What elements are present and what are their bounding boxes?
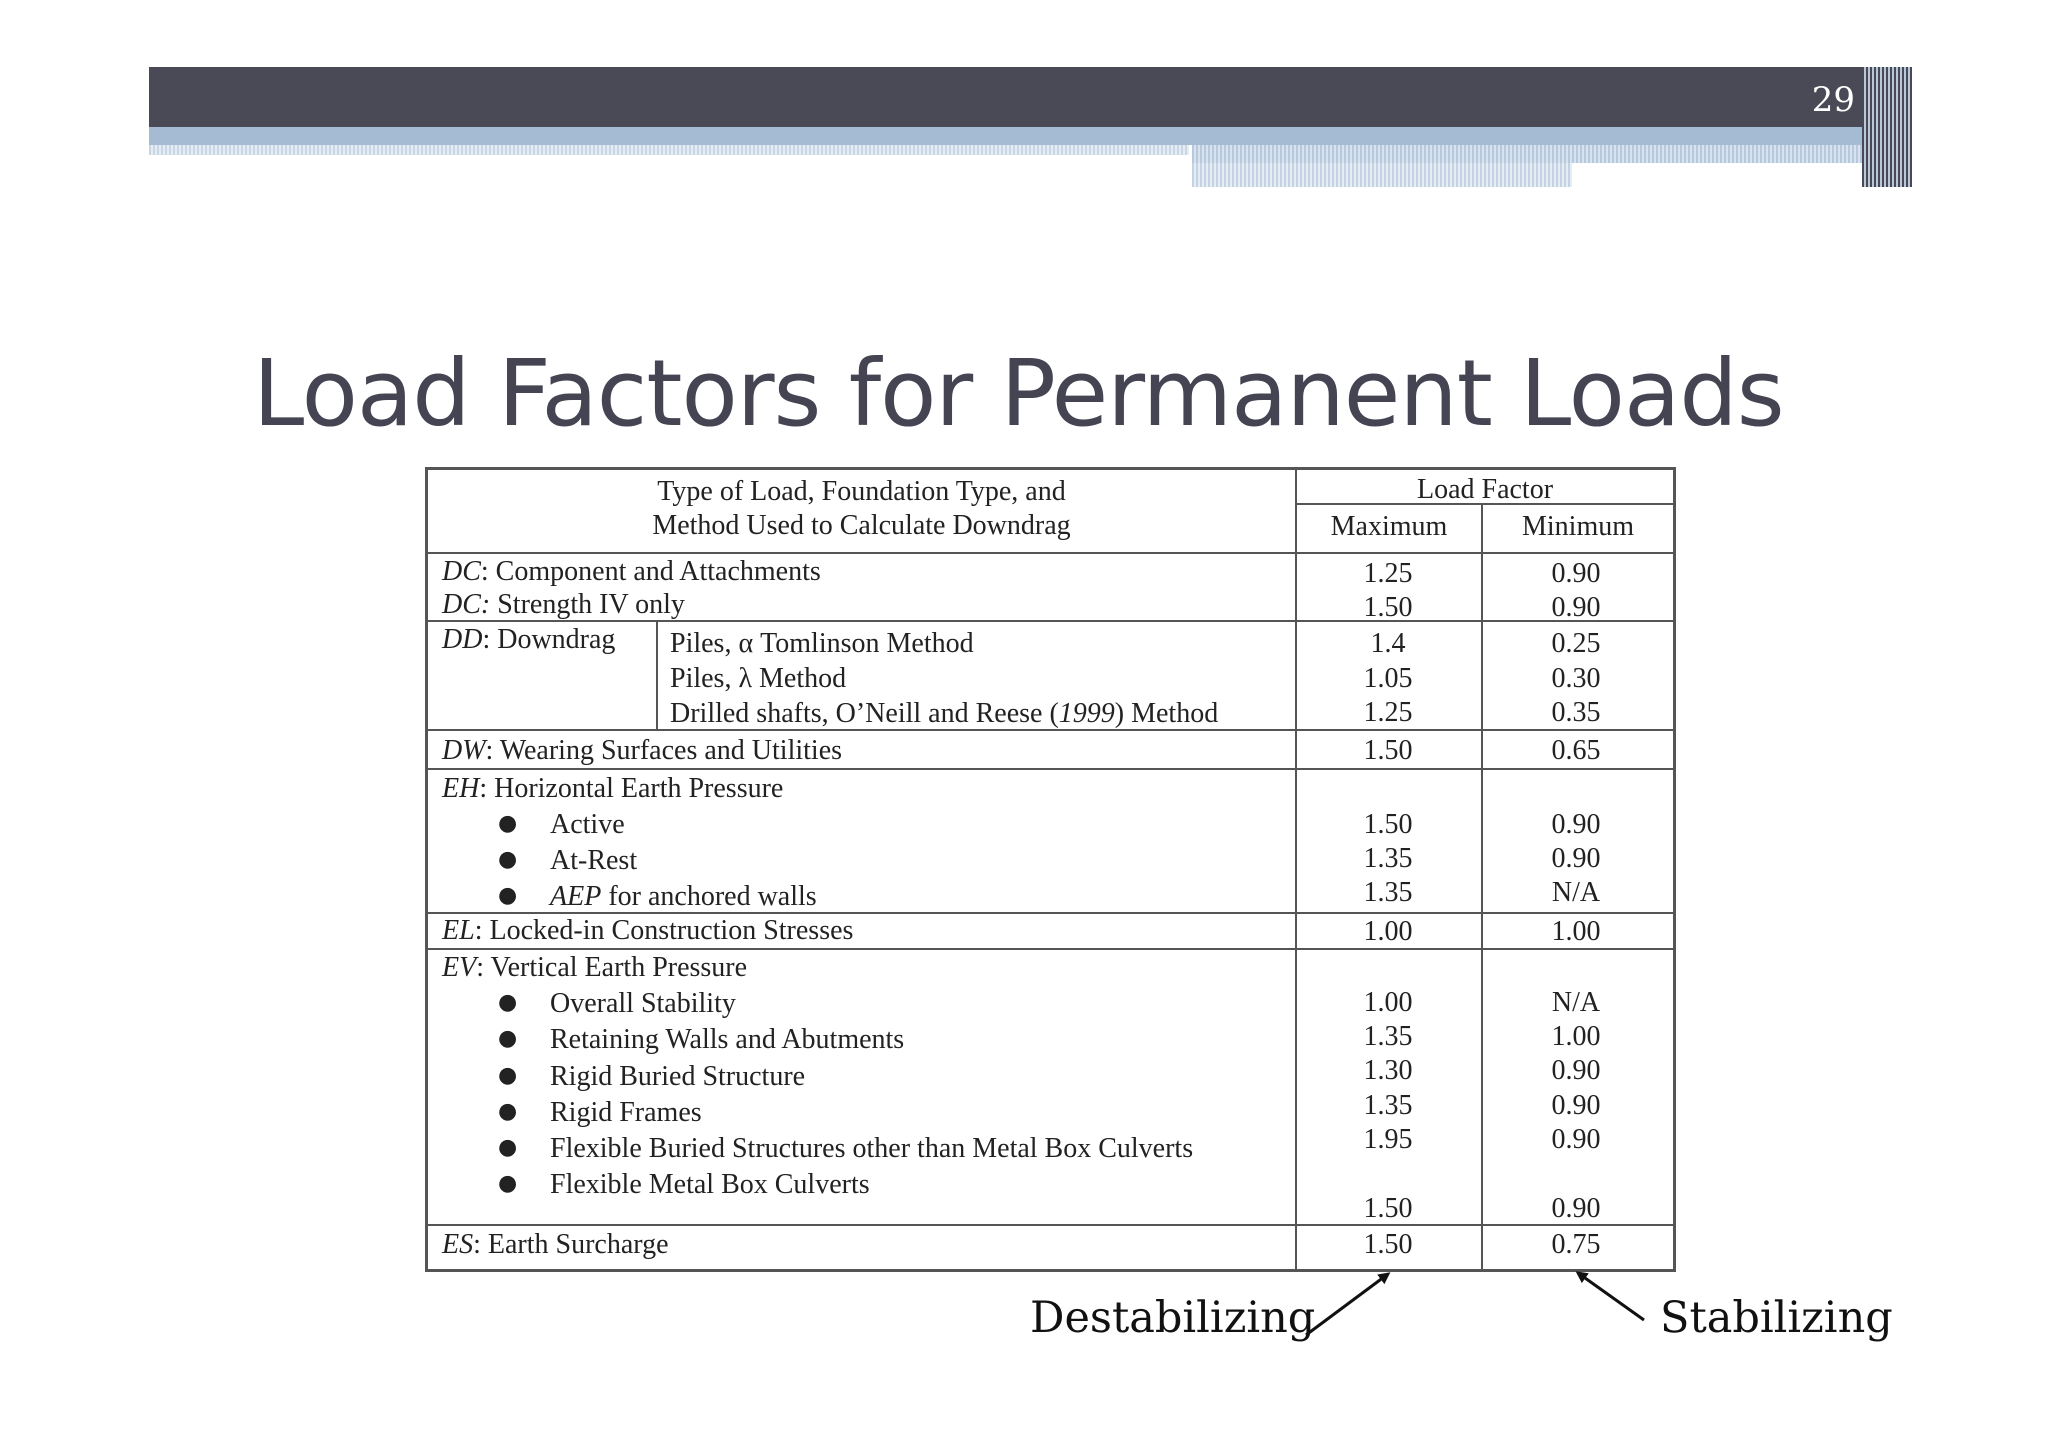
- row-dd-method2-label: Piles, λ Method: [670, 663, 847, 694]
- row-dd-method1-min: 0.25: [1551, 628, 1601, 659]
- row-ev-flexible-buried-min: 0.90: [1551, 1124, 1601, 1155]
- row-dd-label: DD: Downdrag: [442, 624, 616, 655]
- slide-title: Load Factors for Permanent Loads: [253, 340, 1784, 447]
- row-ev-rigid-buried-min: 0.90: [1551, 1055, 1601, 1086]
- row-ev-retaining-max: 1.35: [1363, 1021, 1413, 1052]
- bullet-icon: ●: [498, 1171, 518, 1196]
- bullet-icon: ●: [498, 1135, 518, 1160]
- row-ev-flexible-metal-label: Flexible Metal Box Culverts: [550, 1169, 870, 1200]
- row-ev-rigid-frames-min: 0.90: [1551, 1090, 1601, 1121]
- destabilizing-label: Destabilizing: [1030, 1293, 1316, 1343]
- row-el-min: 1.00: [1551, 916, 1601, 947]
- destabilizing-arrow: [1306, 1274, 1388, 1335]
- stabilizing-arrow: [1578, 1273, 1644, 1320]
- row-dw-max: 1.50: [1363, 735, 1413, 766]
- header-maximum: Maximum: [1330, 511, 1448, 542]
- bullet-icon: ●: [498, 1099, 518, 1124]
- row-es-max: 1.50: [1363, 1229, 1413, 1260]
- header-type-line1: Type of Load, Foundation Type, and: [657, 476, 1066, 507]
- row-ev-overall-min: N/A: [1551, 987, 1601, 1018]
- row-ev-overall-max: 1.00: [1363, 987, 1413, 1018]
- stabilizing-label: Stabilizing: [1660, 1293, 1893, 1343]
- bullet-icon: ●: [498, 1026, 518, 1051]
- row-ev-flexible-buried-max: 1.95: [1363, 1124, 1413, 1155]
- row-ev-flexible-metal-min: 0.90: [1551, 1193, 1601, 1224]
- row-dd-method3-label: Drilled shafts, O’Neill and Reese (1999) Method: [670, 698, 1219, 729]
- row-eh-aep-min: N/A: [1551, 877, 1601, 908]
- page-number: 29: [1811, 80, 1855, 120]
- row-dc-strength-label: DC: Strength IV only: [442, 589, 685, 620]
- row-ev-retaining-min: 1.00: [1551, 1021, 1601, 1052]
- bullet-icon: ●: [498, 883, 518, 908]
- row-eh-atrest-max: 1.35: [1363, 843, 1413, 874]
- row-es-min: 0.75: [1551, 1229, 1601, 1260]
- row-es-label: ES: Earth Surcharge: [442, 1229, 669, 1260]
- row-dc-strength-min: 0.90: [1551, 592, 1601, 623]
- bullet-icon: ●: [498, 990, 518, 1015]
- row-dc-label: DC: Component and Attachments: [442, 556, 821, 587]
- row-ev-rigid-frames-max: 1.35: [1363, 1090, 1413, 1121]
- header-load-factor: Load Factor: [1416, 474, 1554, 505]
- row-dd-method1-label: Piles, α Tomlinson Method: [670, 628, 974, 659]
- header-minimum: Minimum: [1521, 511, 1634, 542]
- row-eh-atrest-label: At-Rest: [550, 845, 638, 876]
- row-eh-aep-max: 1.35: [1363, 877, 1413, 908]
- row-dd-method2-max: 1.05: [1363, 663, 1413, 694]
- row-ev-rigid-buried-max: 1.30: [1363, 1055, 1413, 1086]
- bullet-icon: ●: [498, 811, 518, 836]
- row-ev-label: EV: Vertical Earth Pressure: [442, 952, 748, 983]
- row-ev-rigid-frames-label: Rigid Frames: [550, 1097, 702, 1128]
- row-eh-active-max: 1.50: [1363, 809, 1413, 840]
- row-dw-label: DW: Wearing Surfaces and Utilities: [442, 735, 843, 766]
- row-dd-method3-min: 0.35: [1551, 697, 1601, 728]
- bullet-icon: ●: [498, 1063, 518, 1088]
- row-ev-flexible-metal-max: 1.50: [1363, 1193, 1413, 1224]
- header-type-line2: Method Used to Calculate Downdrag: [652, 510, 1071, 541]
- row-eh-active-label: Active: [550, 809, 625, 840]
- row-ev-retaining-label: Retaining Walls and Abutments: [550, 1024, 905, 1055]
- row-dc-max: 1.25: [1363, 558, 1413, 589]
- row-ev-overall-label: Overall Stability: [550, 988, 736, 1019]
- row-ev-flexible-buried-label: Flexible Buried Structures other than Metal Box Culverts: [550, 1133, 1194, 1164]
- row-dc-strength-max: 1.50: [1363, 592, 1413, 623]
- row-eh-atrest-min: 0.90: [1551, 843, 1601, 874]
- row-dd-method1-max: 1.4: [1370, 628, 1406, 659]
- bullet-icon: ●: [498, 847, 518, 872]
- row-el-max: 1.00: [1363, 916, 1413, 947]
- row-dd-method2-min: 0.30: [1551, 663, 1601, 694]
- row-eh-label: EH: Horizontal Earth Pressure: [442, 773, 784, 804]
- row-dc-min: 0.90: [1551, 558, 1601, 589]
- row-dw-min: 0.65: [1551, 735, 1601, 766]
- row-el-label: EL: Locked-in Construction Stresses: [442, 915, 854, 946]
- row-eh-active-min: 0.90: [1551, 809, 1601, 840]
- row-eh-aep-label: AEP for anchored walls: [550, 881, 817, 912]
- row-dd-method3-max: 1.25: [1363, 697, 1413, 728]
- row-ev-rigid-buried-label: Rigid Buried Structure: [550, 1061, 806, 1092]
